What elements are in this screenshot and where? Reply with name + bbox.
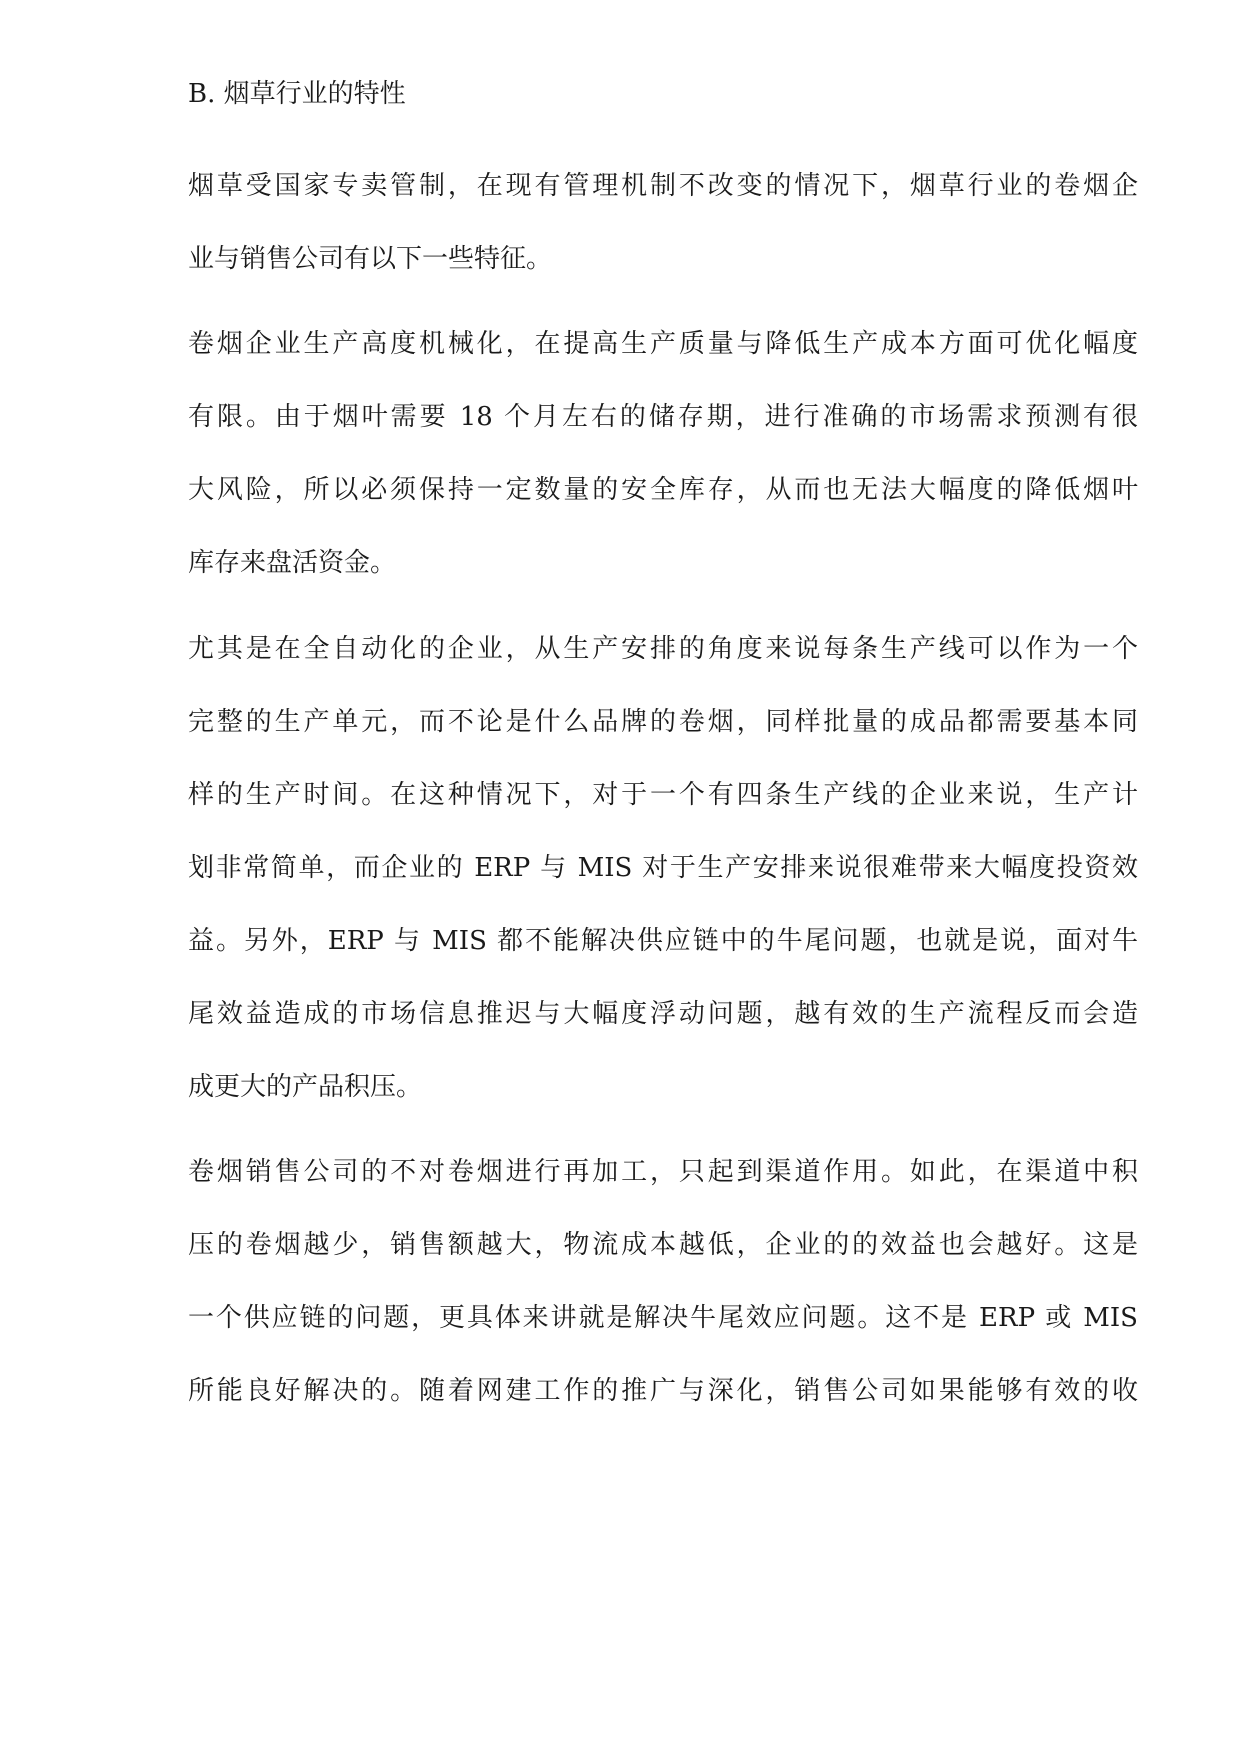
text-line: 益。另外，ERP 与 MIS 都不能解决供应链中的牛尾问题，也就是说，面对牛 bbox=[188, 926, 1138, 956]
text-line: 划非常简单，而企业的 ERP 与 MIS 对于生产安排来说很难带来大幅度投资效 bbox=[188, 853, 1138, 883]
paragraph-4 bbox=[188, 1136, 1138, 1428]
paragraph-2 bbox=[188, 308, 1138, 600]
text-line: 卷烟企业生产高度机械化，在提高生产质量与降低生产成本方面可优化幅度 bbox=[188, 329, 1138, 359]
text-line: 所能良好解决的。随着网建工作的推广与深化，销售公司如果能够有效的收 bbox=[188, 1376, 1138, 1406]
text-line: 成更大的产品积压。 bbox=[188, 1072, 423, 1102]
text-line: 卷烟销售公司的不对卷烟进行再加工，只起到渠道作用。如此，在渠道中积 bbox=[188, 1157, 1138, 1187]
text-line: 完整的生产单元，而不论是什么品牌的卷烟，同样批量的成品都需要基本同 bbox=[188, 707, 1138, 737]
text-line: 库存来盘活资金。 bbox=[188, 548, 397, 578]
text-line: 压的卷烟越少，销售额越大，物流成本越低，企业的的效益也会越好。这是 bbox=[188, 1230, 1138, 1260]
text-line: 尾效益造成的市场信息推迟与大幅度浮动问题，越有效的生产流程反而会造 bbox=[188, 999, 1138, 1029]
text-line: 一个供应链的问题，更具体来讲就是解决牛尾效应问题。这不是 ERP 或 MIS bbox=[188, 1303, 1138, 1333]
text-line: 有限。由于烟叶需要 18 个月左右的储存期，进行准确的市场需求预测有很 bbox=[188, 402, 1138, 432]
text-line: 尤其是在全自动化的企业，从生产安排的角度来说每条生产线可以作为一个 bbox=[188, 634, 1138, 664]
paragraph-1 bbox=[188, 150, 1138, 296]
text-line: 业与销售公司有以下一些特征。 bbox=[188, 244, 553, 274]
text-line: 大风险，所以必须保持一定数量的安全库存，从而也无法大幅度的降低烟叶 bbox=[188, 475, 1138, 505]
paragraph-3 bbox=[188, 613, 1138, 1124]
section-heading: B. 烟草行业的特性 bbox=[188, 79, 406, 109]
text-line: 烟草受国家专卖管制，在现有管理机制不改变的情况下，烟草行业的卷烟企 bbox=[188, 171, 1138, 201]
text-line: 样的生产时间。在这种情况下，对于一个有四条生产线的企业来说，生产计 bbox=[188, 780, 1138, 810]
